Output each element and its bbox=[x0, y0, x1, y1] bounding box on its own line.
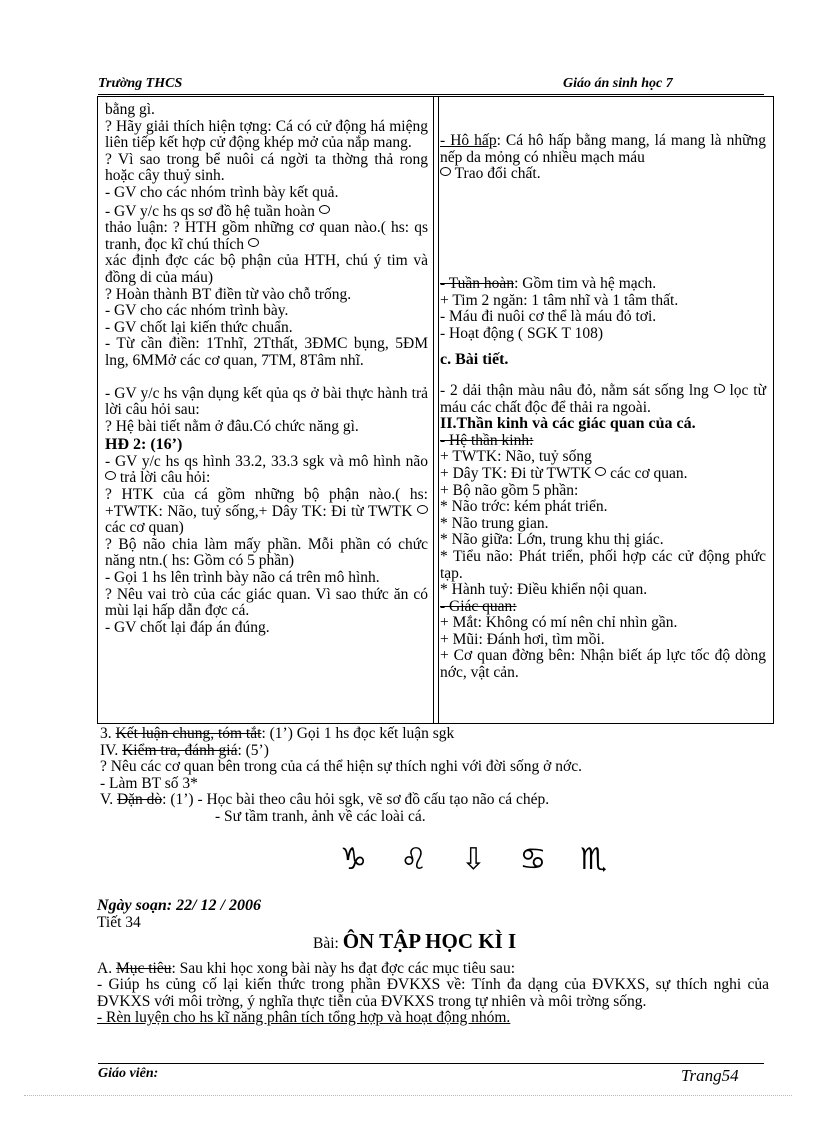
lesson-table bbox=[97, 96, 774, 724]
circle-icon bbox=[595, 467, 606, 476]
text-line: các cơ quan) bbox=[105, 519, 184, 537]
text-line: ? Hãy giải thích hiện tợng: Cá có cử động há miệng liên tiếp kết hợp cử động khép mở của nắp mang. bbox=[105, 117, 428, 152]
circle-icon bbox=[105, 471, 116, 480]
section-heading: c. Bài tiết. bbox=[440, 351, 509, 369]
text-line: ? Bộ não chia làm mấy phần. Mỗi phần có chức năng ntn.( hs: Gồm có 5 phần) bbox=[105, 535, 428, 570]
text-line: : Cá hô hấp bằng mang, lá mang là những nếp da mỏng có nhiều mạch máu bbox=[440, 132, 766, 166]
circle-icon bbox=[714, 384, 725, 393]
text-line: - GV chốt lại đáp án đúng. bbox=[105, 618, 270, 636]
label: Mục tiêu bbox=[115, 959, 172, 977]
text-line: - Gọi 1 hs lên trình bày não cá trên mô hình. bbox=[105, 569, 380, 587]
text-line: - Từ cần điền: 1Tnhĩ, 2Tthất, 3ĐMC bụng, 5ĐM lng, 6MMở các cơ quan, 7TM, 8Tâm nhĩ. bbox=[105, 335, 428, 369]
content-column bbox=[440, 133, 766, 183]
text-line: Trao đổi chất. bbox=[454, 165, 541, 183]
text-line: + TWTK: Não, tuỷ sống bbox=[440, 448, 592, 466]
label: Dặn dò bbox=[116, 791, 163, 808]
text-line: ? HTK của cá gồm những bộ phận nào.( hs: +TWTK: Não, tuỷ sống,+ Dây TK: Đi từ TWTK bbox=[105, 486, 428, 520]
text-line: - GV y/c hs qs hình 33.2, 33.3 sgk và mô hình não bbox=[105, 452, 428, 470]
text-line: : Gồm tim và hệ mạch. bbox=[514, 275, 657, 292]
text-line: + Dây TK: Đi từ TWTK bbox=[440, 464, 592, 482]
text-line: + Bộ não gồm 5 phần: bbox=[440, 481, 579, 499]
text-line: lọc từ máu các chất độc để thải ra ngoài. bbox=[440, 381, 766, 416]
text-line: các cơ quan. bbox=[610, 464, 688, 482]
circle-icon bbox=[440, 167, 451, 176]
label: - Tuần hoàn bbox=[440, 275, 515, 292]
text-line: - Làm BT số 3* bbox=[100, 774, 198, 792]
activity-heading: HĐ 2: (16’) bbox=[105, 436, 183, 454]
section-heading: II.Thần kinh và các giác quan của cá. bbox=[440, 415, 696, 433]
label: Kết luận chung, tóm tắt bbox=[115, 725, 262, 742]
new-lesson: Ngày soạn: 22/ 12 / 2006 Tiết 34 Bài: ÔN TẬP HỌC KÌ I A. Mục tiêu: Sau khi học xong bài này hs đạt đợc các mục tiêu sau: - Giúp hs củng cố lại kiến thức trong phần ĐVKXS về: Tính đa dạng của ĐVKXS, sự thích nghi của ĐVKXS với môi trờng, ý nghĩa thực tiễn của ĐVKXS trong tự nhiên và môi trờng sống. - Rèn luyện cho hs kĩ năng phân tích tổng hợp và hoạt động nhóm. bbox=[97, 897, 769, 1026]
text-line: - Hoạt động ( SGK T 108) bbox=[440, 324, 604, 342]
text-line: - Rèn luyện cho hs kĩ năng phân tích tổng hợp và hoạt động nhóm. bbox=[97, 1009, 511, 1026]
lesson-title: ÔN TẬP HỌC KÌ I bbox=[342, 929, 517, 953]
text-line: ? Nêu vai trò của các giác quan. Vì sao thức ăn có mùi lại hấp dẫn đợc cá. bbox=[105, 585, 428, 620]
teacher-label: Giáo viên: bbox=[98, 1066, 159, 1081]
text-line: - GV y/c hs qs sơ đồ hệ tuần hoàn bbox=[105, 202, 315, 220]
circle-icon bbox=[248, 238, 259, 247]
text-line: * Tiểu não: Phát triển, phối hợp các cử động phức tạp. bbox=[440, 547, 766, 582]
text-line: - 2 dải thận màu nâu đỏ, nằm sát sống lng bbox=[440, 381, 709, 399]
circle-icon bbox=[417, 505, 428, 514]
text-line: - GV cho các nhóm trình bày kết quả. bbox=[105, 183, 339, 201]
text-line: trả lời câu hỏi: bbox=[119, 469, 211, 487]
text-line: + Tim 2 ngăn: 1 tâm nhĩ và 1 tâm thất. bbox=[440, 291, 679, 309]
period: Tiết 34 bbox=[97, 913, 141, 931]
text-line: * Hành tuỷ: Điều khiển nội quan. bbox=[440, 581, 648, 599]
text-line: + Mắt: Không có mí nên chỉ nhìn gần. bbox=[440, 614, 678, 632]
text-line: - GV cho các nhóm trình bày. bbox=[105, 302, 289, 320]
teacher-activity-column bbox=[105, 102, 428, 636]
circle-icon bbox=[319, 205, 330, 214]
page-footer bbox=[98, 1063, 764, 1085]
text-line: + Cơ quan đờng bên: Nhận biết áp lực tốc độ dòng nớc, vật cản. bbox=[440, 647, 766, 682]
label: - Hệ thần kinh: bbox=[440, 431, 534, 449]
text-line: bằng gì. bbox=[105, 101, 155, 118]
page-header bbox=[98, 76, 764, 95]
text-line: * Não trung gian. bbox=[440, 514, 549, 532]
lesson-closing: 3. Kết luận chung, tóm tắt: (1’) Gọi 1 hs đọc kết luận sgk IV. Kiểm tra, đánh giá: (5’) ? Nêu các cơ quan bên trong của cá thể hiện sự thích nghi với đời sống ở nớc. - Làm BT số 3* V. Dặn dò: (1’) - Học bài theo câu hỏi sgk, vẽ sơ đồ cấu tạo não cá chép. - Sư tầm tranh, ảnh về các loài cá. bbox=[100, 726, 770, 825]
text-line: - GV y/c hs vận dụng kết qủa qs ở bài thực hành trả lời câu hỏi sau: bbox=[105, 384, 428, 419]
label: - Giác quan: bbox=[440, 597, 517, 615]
page-number: Trang54 bbox=[681, 1066, 739, 1085]
decorative-symbols: ♑ ♌ ⇩ ♋ ♏ bbox=[340, 842, 619, 877]
prep-date: Ngày soạn: 22/ 12 / 2006 bbox=[97, 897, 261, 914]
text-line: ? Hoàn thành BT điền từ vào chỗ trống. bbox=[105, 285, 352, 303]
text-line: ? Hệ bài tiết nằm ở đâu.Có chức năng gì. bbox=[105, 417, 359, 435]
text-line: - Sư tầm tranh, ảnh về các loài cá. bbox=[215, 807, 426, 825]
school-name: Trường THCS bbox=[98, 76, 183, 91]
label: Kiểm tra, đánh giá bbox=[122, 741, 238, 759]
text-line: xác định đợc các bộ phận của HTH, chú ý tim và đồng di của máu) bbox=[105, 252, 428, 286]
subject-name: Giáo án sinh học 7 bbox=[563, 76, 673, 91]
text-line: - GV chốt lại kiến thức chuẩn. bbox=[105, 318, 293, 336]
text-line: ? Vì sao trong bể nuôi cá ngời ta thờng thả rong hoặc cây thuỷ sinh. bbox=[105, 150, 428, 185]
text-line: - Giúp hs củng cố lại kiến thức trong phần ĐVKXS về: Tính đa dạng của ĐVKXS, sự thích nghi của ĐVKXS với môi trờng, ý nghĩa thực tiễn của ĐVKXS trong tự nhiên và môi trờng sống. bbox=[97, 976, 769, 1010]
text-line: ? Nêu các cơ quan bên trong của cá thể hiện sự thích nghi với đời sống ở nớc. bbox=[100, 758, 582, 775]
text-line: * Não trớc: kém phát triển. bbox=[440, 498, 608, 516]
circulation-block bbox=[440, 276, 766, 682]
text-line: thảo luận: ? HTH gồm những cơ quan nào.( hs: qs tranh, đọc kĩ chú thích bbox=[105, 219, 428, 253]
text-line: * Não giữa: Lớn, trung khu thị giác. bbox=[440, 531, 664, 549]
label: - Hô hấp bbox=[440, 132, 497, 149]
lesson-label: Bài: bbox=[313, 935, 339, 952]
text-line: - Máu đi nuôi cơ thể là máu đỏ tơi. bbox=[440, 308, 657, 326]
text-line: + Mũi: Đánh hơi, tìm mồi. bbox=[440, 630, 605, 648]
